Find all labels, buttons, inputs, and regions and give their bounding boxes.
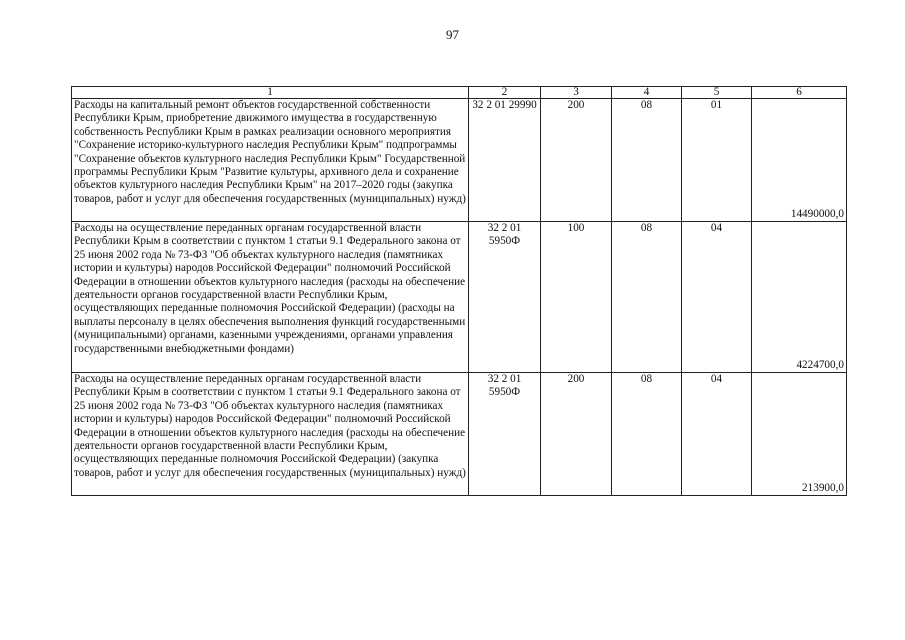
row-section: 08 — [612, 99, 682, 222]
row-section: 08 — [612, 373, 682, 496]
table-row — [72, 373, 847, 496]
row-subsection: 01 — [682, 99, 752, 222]
row-expense-type: 200 — [541, 99, 612, 222]
table-header-row — [72, 87, 847, 99]
row-expense-type: 200 — [541, 373, 612, 496]
table-row — [72, 99, 847, 222]
row-amount: 14490000,0 — [752, 99, 847, 222]
row-description-text: Расходы на осуществление переданных органам государственной власти Республики Крым в соответствии с пунктом 1 статьи 9.1 Федерального закона от 25 июня 2002 года № 73-ФЗ "Об объектах культурного наследия (памятниках истории и культуры) народов Российской Федерации" полномочий Российской Федерации в отношении объектов культурного наследия (расходы на обеспечение деятельности органов государственной власти Республики Крым, осуществляющих переданные полномочия Российской Федерации) (расходы на выплаты персоналу в целях обеспечения выполнения функций государственными (муниципальными) органами, казенными учреждениями, органами управления государственными внебюджетными фондами) — [74, 222, 466, 355]
row-description-text: Расходы на осуществление переданных органам государственной власти Республики Крым в соответствии с пунктом 1 статьи 9.1 Федерального закона от 25 июня 2002 года № 73-ФЗ "Об объектах культурного наследия (памятниках истории и культуры) народов Российской Федерации" полномочий Российской Федерации в отношении объектов культурного наследия (расходы на обеспечение деятельности органов государственной власти Республики Крым, осуществляющих переданные полномочия Российской Федерации) (закупка товаров, работ и услуг для обеспечения государственных (муниципальных) нужд) — [74, 373, 466, 479]
table-row — [72, 222, 847, 373]
row-description — [72, 222, 469, 373]
row-description-text: Расходы на капитальный ремонт объектов государственной собственности Республики Крым, приобретение движимого имущества в государственную собственность Республики Крым в рамках реализации основного мероприятия "Сохранение историко-культурного наследия Республики Крым" подпрограммы "Сохранение объектов культурного наследия Республики Крым" Государственной программы Республики Крым "Развитие культуры, архивного дела и сохранение объектов культурного наследия Республики Крым" на 2017–2020 годы (закупка товаров, работ и услуг для обеспечения государственных (муниципальных) нужд) — [74, 99, 466, 205]
page-number: 97 — [446, 27, 459, 42]
header-col-1: 1 — [72, 87, 469, 99]
row-target-code: 32 2 01 5950Ф — [469, 373, 541, 496]
row-subsection: 04 — [682, 222, 752, 373]
row-description — [72, 99, 469, 222]
row-amount: 4224700,0 — [752, 222, 847, 373]
row-target-code: 32 2 01 29990 — [469, 99, 541, 222]
row-amount: 213900,0 — [752, 373, 847, 496]
row-subsection: 04 — [682, 373, 752, 496]
row-description — [72, 373, 469, 496]
header-col-6: 6 — [752, 87, 847, 99]
row-section: 08 — [612, 222, 682, 373]
header-col-2: 2 — [469, 87, 541, 99]
row-target-code: 32 2 01 5950Ф — [469, 222, 541, 373]
row-expense-type: 100 — [541, 222, 612, 373]
header-col-4: 4 — [612, 87, 682, 99]
budget-table — [71, 86, 847, 496]
header-col-5: 5 — [682, 87, 752, 99]
header-col-3: 3 — [541, 87, 612, 99]
